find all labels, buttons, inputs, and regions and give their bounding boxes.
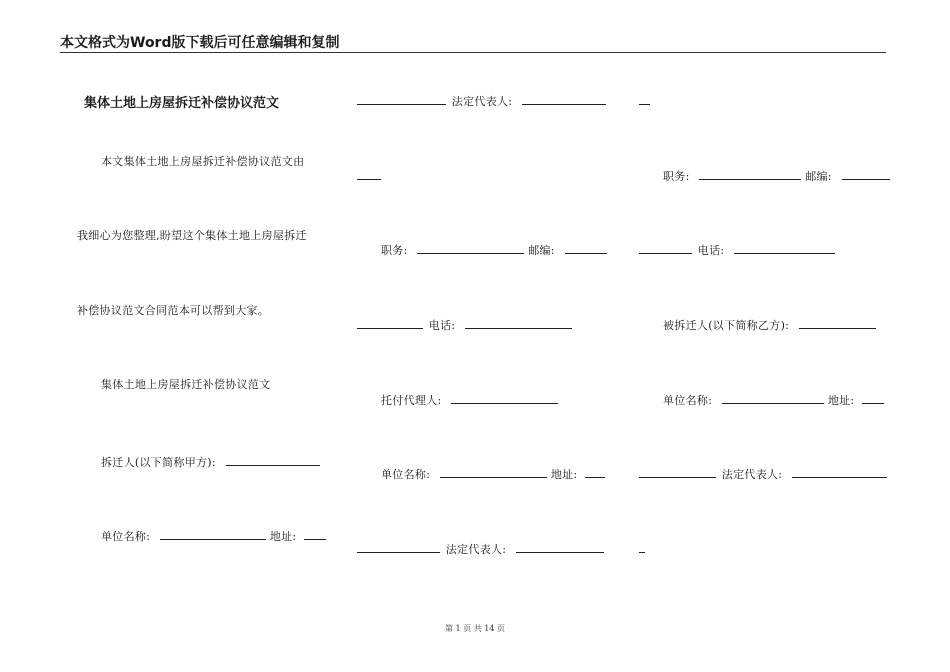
agent-row	[381, 393, 558, 408]
agent-blank	[451, 393, 558, 404]
position-label: 职务:	[381, 244, 408, 257]
continuation-blank-3a	[639, 94, 650, 105]
continuation-row-3a	[639, 94, 650, 109]
agent-label: 托付代理人:	[381, 394, 442, 407]
legal-rep-label-3: 法定代表人:	[721, 468, 783, 481]
address-label: 地址:	[269, 530, 297, 543]
party-a-row	[101, 455, 320, 470]
legal-rep-row-3	[639, 467, 887, 482]
party-b-blank	[799, 318, 876, 329]
document-title: 集体土地上房屋拆迁补偿协议范文	[84, 96, 280, 111]
legal-rep-row-2	[357, 542, 604, 557]
legal-rep-label-2: 法定代表人:	[445, 543, 507, 556]
party-a-label: 拆迁人(以下简称甲方):	[101, 456, 216, 469]
address-blank-3	[862, 393, 884, 404]
unit-address-row-2	[381, 467, 605, 482]
blank-before-legal-rep-2	[357, 542, 440, 553]
postcode-blank-3	[842, 169, 890, 180]
continuation-row-3b	[639, 542, 645, 557]
unit-name-label-3: 单位名称:	[663, 394, 713, 407]
postcode-blank	[565, 243, 607, 254]
position-label-3: 职务:	[663, 170, 690, 183]
blank-before-legal-rep-3	[639, 467, 716, 478]
intro-line-1: 本文集体土地上房屋拆迁补偿协议范文由	[101, 155, 305, 168]
position-blank-3	[699, 169, 801, 180]
unit-address-row	[101, 529, 326, 544]
party-a-blank	[226, 455, 320, 466]
phone-row	[357, 318, 572, 333]
intro-line-2: 我细心为您整理,盼望这个集体土地上房屋拆迁	[77, 229, 307, 242]
unit-name-blank-3	[722, 393, 824, 404]
phone-label-3: 电话:	[697, 244, 725, 257]
intro-line-3: 补偿协议范文合同范本可以帮到大家。	[77, 304, 270, 317]
address-label-2: 地址:	[550, 468, 578, 481]
postcode-label: 邮编:	[528, 244, 555, 257]
legal-rep-blank-2	[516, 542, 604, 553]
phone-blank	[465, 318, 572, 329]
postcode-label-3: 邮编:	[805, 170, 832, 183]
continuation-blank	[357, 169, 381, 180]
continuation-row	[357, 169, 381, 184]
phone-blank-3	[734, 243, 835, 254]
page-number: 第 1 页 共 14 页	[445, 624, 505, 633]
address-label-3: 地址:	[827, 394, 855, 407]
legal-rep-blank-3	[792, 467, 887, 478]
blank-before-phone-3	[639, 243, 692, 254]
address-blank-2	[585, 467, 605, 478]
continuation-blank-3b	[639, 542, 645, 553]
position-postcode-row	[381, 243, 607, 258]
party-b-label: 被拆迁人(以下简称乙方):	[663, 319, 790, 332]
document-header: 本文格式为Word版下载后可任意编辑和复制	[60, 35, 340, 51]
position-blank	[417, 243, 524, 254]
unit-address-row-3	[663, 393, 884, 408]
phone-row-3	[639, 243, 835, 258]
legal-rep-blank	[522, 94, 606, 105]
unit-name-label-2: 单位名称:	[381, 468, 431, 481]
unit-name-blank-2	[440, 467, 547, 478]
unit-name-blank	[160, 529, 266, 540]
legal-rep-row	[357, 94, 606, 109]
unit-name-label: 单位名称:	[101, 530, 151, 543]
phone-label: 电话:	[428, 319, 456, 332]
header-rule	[60, 52, 886, 53]
legal-rep-label: 法定代表人:	[451, 95, 513, 108]
blank-before-legal-rep	[357, 94, 446, 105]
address-blank	[304, 529, 326, 540]
position-postcode-row-3	[663, 169, 890, 184]
blank-before-phone	[357, 318, 423, 329]
section-heading: 集体土地上房屋拆迁补偿协议范文	[101, 378, 271, 391]
party-b-row	[663, 318, 876, 333]
